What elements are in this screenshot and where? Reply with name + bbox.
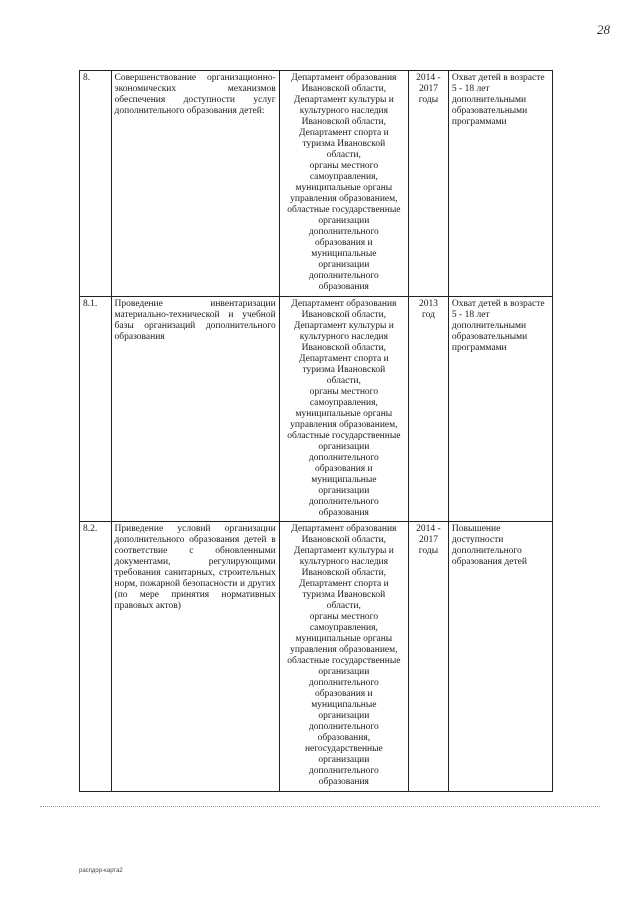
executor-line: Департамент культуры и (293, 546, 394, 556)
expected-result: Охват детей в возрасте 5 - 18 лет дополнительными образовательными программами (448, 297, 552, 522)
executor-line: организации (318, 442, 370, 452)
executor-line: организации (318, 755, 370, 765)
row-number: 8. (80, 71, 112, 297)
period: 2013 год (408, 297, 448, 522)
executor-line: управления образованием, (290, 194, 398, 204)
table-row (80, 71, 553, 297)
executor-line: Ивановской области, (301, 117, 387, 127)
executor-line: организации (318, 260, 370, 270)
period: 2014 - 2017 годы (408, 71, 448, 297)
executor-line: культурного наследия (299, 557, 388, 567)
executor-line: области, (326, 376, 361, 386)
executor-line: управления образованием, (290, 645, 398, 655)
executor-line: муниципальные органы (295, 183, 393, 193)
executor-line: Департамент образования (291, 73, 397, 83)
executor-line: органы местного (309, 387, 379, 397)
executor-line: Департамент спорта и (299, 354, 389, 364)
executors-cell (279, 522, 408, 792)
period: 2014 - 2017 годы (408, 522, 448, 792)
executor-line: Ивановской области, (301, 310, 387, 320)
executor-line: дополнительного (308, 271, 379, 281)
table-row (80, 522, 553, 792)
executors-cell (279, 71, 408, 297)
executor-line: самоуправления, (309, 172, 378, 182)
executor-line: туризма Ивановской (302, 365, 386, 375)
executor-line: муниципальные органы (295, 634, 393, 644)
table-row (80, 297, 553, 522)
executor-line: областные государственные (287, 431, 401, 441)
executor-line: областные государственные (287, 205, 401, 215)
executor-line: Ивановской области, (301, 84, 387, 94)
executor-line: образования и (315, 689, 373, 699)
executor-line: негосударственные (304, 744, 383, 754)
executor-line: дополнительного (308, 722, 379, 732)
executor-line: органы местного (309, 612, 379, 622)
row-number: 8.1. (80, 297, 112, 522)
executor-line: образования и (315, 464, 373, 474)
executor-line: Ивановской области, (301, 343, 387, 353)
executor-line: Департамент образования (291, 299, 397, 309)
footer-filename: распдор-карта2 (79, 868, 123, 874)
executor-line: Ивановской области, (301, 568, 387, 578)
page-number: 28 (597, 22, 610, 37)
action-description: Совершенствование организационно-экономических механизмов обеспечения доступности услуг дополнительного образования детей: (111, 71, 279, 297)
executor-line: организации (318, 667, 370, 677)
executor-line: муниципальные (311, 700, 377, 710)
executor-line: муниципальные (311, 249, 377, 259)
page-divider (40, 806, 600, 807)
executor-line: организации (318, 216, 370, 226)
activities-table (79, 70, 553, 792)
executor-line: Департамент культуры и (293, 321, 394, 331)
executor-line: муниципальные (311, 475, 377, 485)
executor-line: образования, (317, 733, 371, 743)
executor-line: дополнительного (308, 453, 379, 463)
executor-line: самоуправления, (309, 398, 378, 408)
executor-line: области, (326, 601, 361, 611)
executor-line: дополнительного (308, 766, 379, 776)
executor-line: образования (318, 508, 369, 518)
expected-result: Повышение доступности дополнительного образования детей (448, 522, 552, 792)
executor-line: дополнительного (308, 497, 379, 507)
executor-line: образования и (315, 238, 373, 248)
executor-line: организации (318, 486, 370, 496)
executor-line: Департамент образования (291, 524, 397, 534)
executor-line: органы местного (309, 161, 379, 171)
executor-line: организации (318, 711, 370, 721)
action-description: Приведение условий организации дополнительного образования детей в соответствие с обновленными документами, регулирующими требования санитарных, строительных норм, пожарной безопасности и других (по мере принятия нормативных правовых актов) (111, 522, 279, 792)
expected-result: Охват детей в возрасте 5 - 18 лет дополнительными образовательными программами (448, 71, 552, 297)
executor-line: дополнительного (308, 227, 379, 237)
action-description: Проведение инвентаризации материально-технической и учебной базы организаций дополнительного образования (111, 297, 279, 522)
executor-line: культурного наследия (299, 106, 388, 116)
row-number: 8.2. (80, 522, 112, 792)
executors-cell (279, 297, 408, 522)
executor-line: образования (318, 282, 369, 292)
executor-line: дополнительного (308, 678, 379, 688)
executor-line: управления образованием, (290, 420, 398, 430)
executor-line: культурного наследия (299, 332, 388, 342)
executor-line: образования (318, 777, 369, 787)
executor-line: Ивановской области, (301, 535, 387, 545)
executor-line: области, (326, 150, 361, 160)
executor-line: муниципальные органы (295, 409, 393, 419)
executor-line: Департамент спорта и (299, 579, 389, 589)
executor-line: туризма Ивановской (302, 590, 386, 600)
executor-line: Департамент культуры и (293, 95, 394, 105)
executor-line: областные государственные (287, 656, 401, 666)
executor-line: Департамент спорта и (299, 128, 389, 138)
executor-line: туризма Ивановской (302, 139, 386, 149)
executor-line: самоуправления, (309, 623, 378, 633)
